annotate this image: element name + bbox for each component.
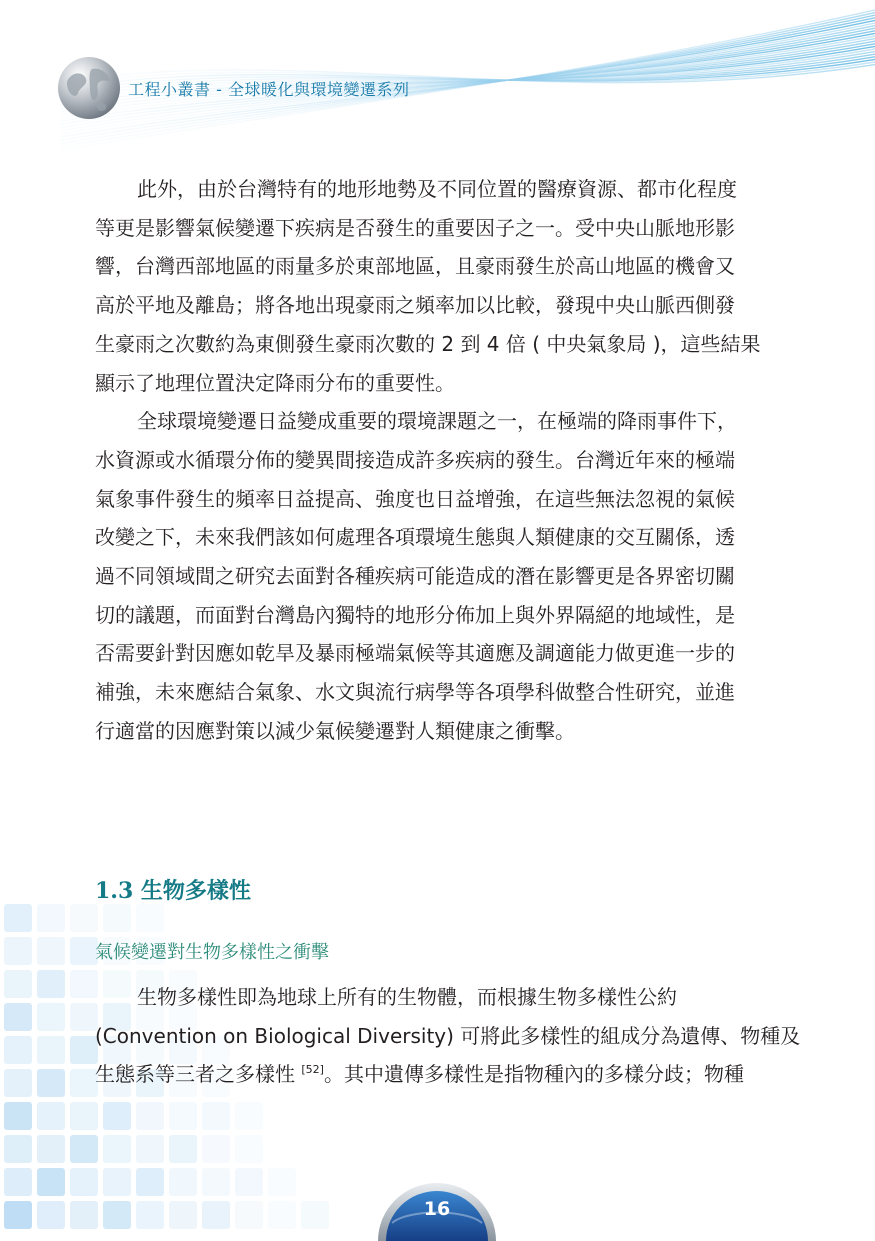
decorative-tile [37, 904, 65, 932]
text-line: 過不同領域間之研究去面對各種疾病可能造成的潛在影響更是各界密切關 [95, 564, 735, 589]
decorative-tile [70, 970, 98, 998]
decorative-tile [4, 1069, 32, 1097]
text-line: 響，台灣西部地區的雨量多於東部地區，且豪雨發生於高山地區的機會又 [95, 254, 735, 279]
text-line: 水資源或水循環分佈的變異間接造成許多疾病的發生。台灣近年來的極端 [95, 447, 735, 472]
decorative-tile [103, 1201, 131, 1229]
decorative-tile [103, 904, 131, 932]
decorative-tile [136, 1102, 164, 1130]
decorative-tile [37, 1102, 65, 1130]
text-line: 氣象事件發生的頻率日益提高、強度也日益增強，在這些無法忽視的氣候 [95, 486, 735, 511]
decorative-tile [37, 1036, 65, 1064]
page-number: 16 [423, 1198, 451, 1220]
decorative-tile [235, 1102, 263, 1130]
section-body-text [95, 978, 801, 1094]
decorative-tile [202, 1102, 230, 1130]
decorative-tile [4, 1036, 32, 1064]
decorative-tile [268, 1201, 296, 1229]
decorative-tile [70, 1102, 98, 1130]
decorative-tile [103, 1168, 131, 1196]
decorative-tile [268, 1168, 296, 1196]
text-line: 生物多樣性即為地球上所有的生物體，而根據生物多樣性公約 [137, 985, 677, 1009]
decorative-tile [169, 1168, 197, 1196]
decorative-tile [136, 1168, 164, 1196]
decorative-tile [136, 1135, 164, 1163]
decorative-tile [37, 970, 65, 998]
decorative-tile [202, 1135, 230, 1163]
series-title: 工程小叢書 - 全球暖化與環境變遷系列 [128, 80, 410, 99]
decorative-tile [4, 1003, 32, 1031]
text-line: 行適當的因應對策以減少氣候變遷對人類健康之衝擊。 [95, 718, 575, 743]
text-line: 切的議題，而面對台灣島內獨特的地形分佈加上與外界隔絕的地域性，是 [95, 602, 735, 627]
paragraph-3 [95, 978, 801, 1094]
decorative-tile [37, 1135, 65, 1163]
section-heading: 1.3 生物多樣性 [95, 878, 251, 904]
decorative-tile [37, 937, 65, 965]
decorative-tile [235, 1201, 263, 1229]
decorative-tile [4, 904, 32, 932]
text-line: (Convention on Biological Diversity) 可將此多樣性的組成分為遺傳、物種及 [95, 1023, 801, 1048]
decorative-tile [136, 1201, 164, 1229]
paragraph-1 [95, 170, 780, 402]
text-line: 補強，未來應結合氣象、水文與流行病學等各項學科做整合性研究，並進 [95, 680, 735, 705]
text-line: 高於平地及離島；將各地出現豪雨之頻率加以比較，發現中央山脈西側發 [95, 293, 735, 318]
decorative-tile [235, 1135, 263, 1163]
decorative-tile [103, 1102, 131, 1130]
text-line: 等更是影響氣候變遷下疾病是否發生的重要因子之一。受中央山脈地形影 [95, 215, 735, 240]
decorative-tile [4, 1135, 32, 1163]
text-line: 顯示了地理位置決定降雨分布的重要性。 [95, 370, 455, 395]
paragraph-2 [95, 402, 780, 750]
decorative-tile [202, 1201, 230, 1229]
globe-icon [56, 55, 122, 121]
decorative-tile [37, 1003, 65, 1031]
decorative-tile [169, 1135, 197, 1163]
decorative-tile [70, 1168, 98, 1196]
decorative-tile [70, 1201, 98, 1229]
decorative-tile [301, 1201, 329, 1229]
decorative-tile [136, 904, 164, 932]
decorative-tile [37, 1201, 65, 1229]
decorative-tile [169, 1201, 197, 1229]
decorative-tile [70, 1135, 98, 1163]
text-line: 全球環境變遷日益變成重要的環境課題之一，在極端的降雨事件下， [137, 409, 737, 434]
decorative-tile [235, 1168, 263, 1196]
decorative-tile [37, 1168, 65, 1196]
text-fragment: 。其中遺傳多樣性是指物種內的多樣分歧；物種 [323, 1062, 744, 1087]
decorative-tile [4, 970, 32, 998]
decorative-tile [70, 1069, 98, 1097]
decorative-tile [103, 1135, 131, 1163]
decorative-tile [37, 1069, 65, 1097]
decorative-tile [70, 1036, 98, 1064]
citation-reference[interactable]: [52] [301, 1063, 324, 1077]
text-line [95, 1055, 780, 1094]
text-line: 生豪雨之次數約為東側發生豪雨次數的 2 到 4 倍 ( 中央氣象局 )，這些結果 [95, 331, 761, 356]
text-fragment: 生態系等三者之多樣性 [95, 1062, 302, 1087]
text-line: 否需要針對因應如乾旱及暴雨極端氣候等其適應及調適能力做更進一步的 [95, 641, 735, 666]
decorative-tile [169, 1102, 197, 1130]
text-line: 改變之下，未來我們該如何處理各項環境生態與人類健康的交互關係，透 [95, 525, 735, 550]
body-text [95, 170, 780, 751]
decorative-tile [70, 1003, 98, 1031]
decorative-tile [4, 1168, 32, 1196]
decorative-tile [70, 937, 98, 965]
decorative-tile [4, 1102, 32, 1130]
decorative-tile [202, 1168, 230, 1196]
decorative-tile [4, 937, 32, 965]
decorative-tile [70, 904, 98, 932]
decorative-tile [4, 1201, 32, 1229]
section-subheading: 氣候變遷對生物多樣性之衝擊 [95, 942, 329, 963]
text-line: 此外，由於台灣特有的地形地勢及不同位置的醫療資源、都市化程度 [137, 177, 737, 201]
